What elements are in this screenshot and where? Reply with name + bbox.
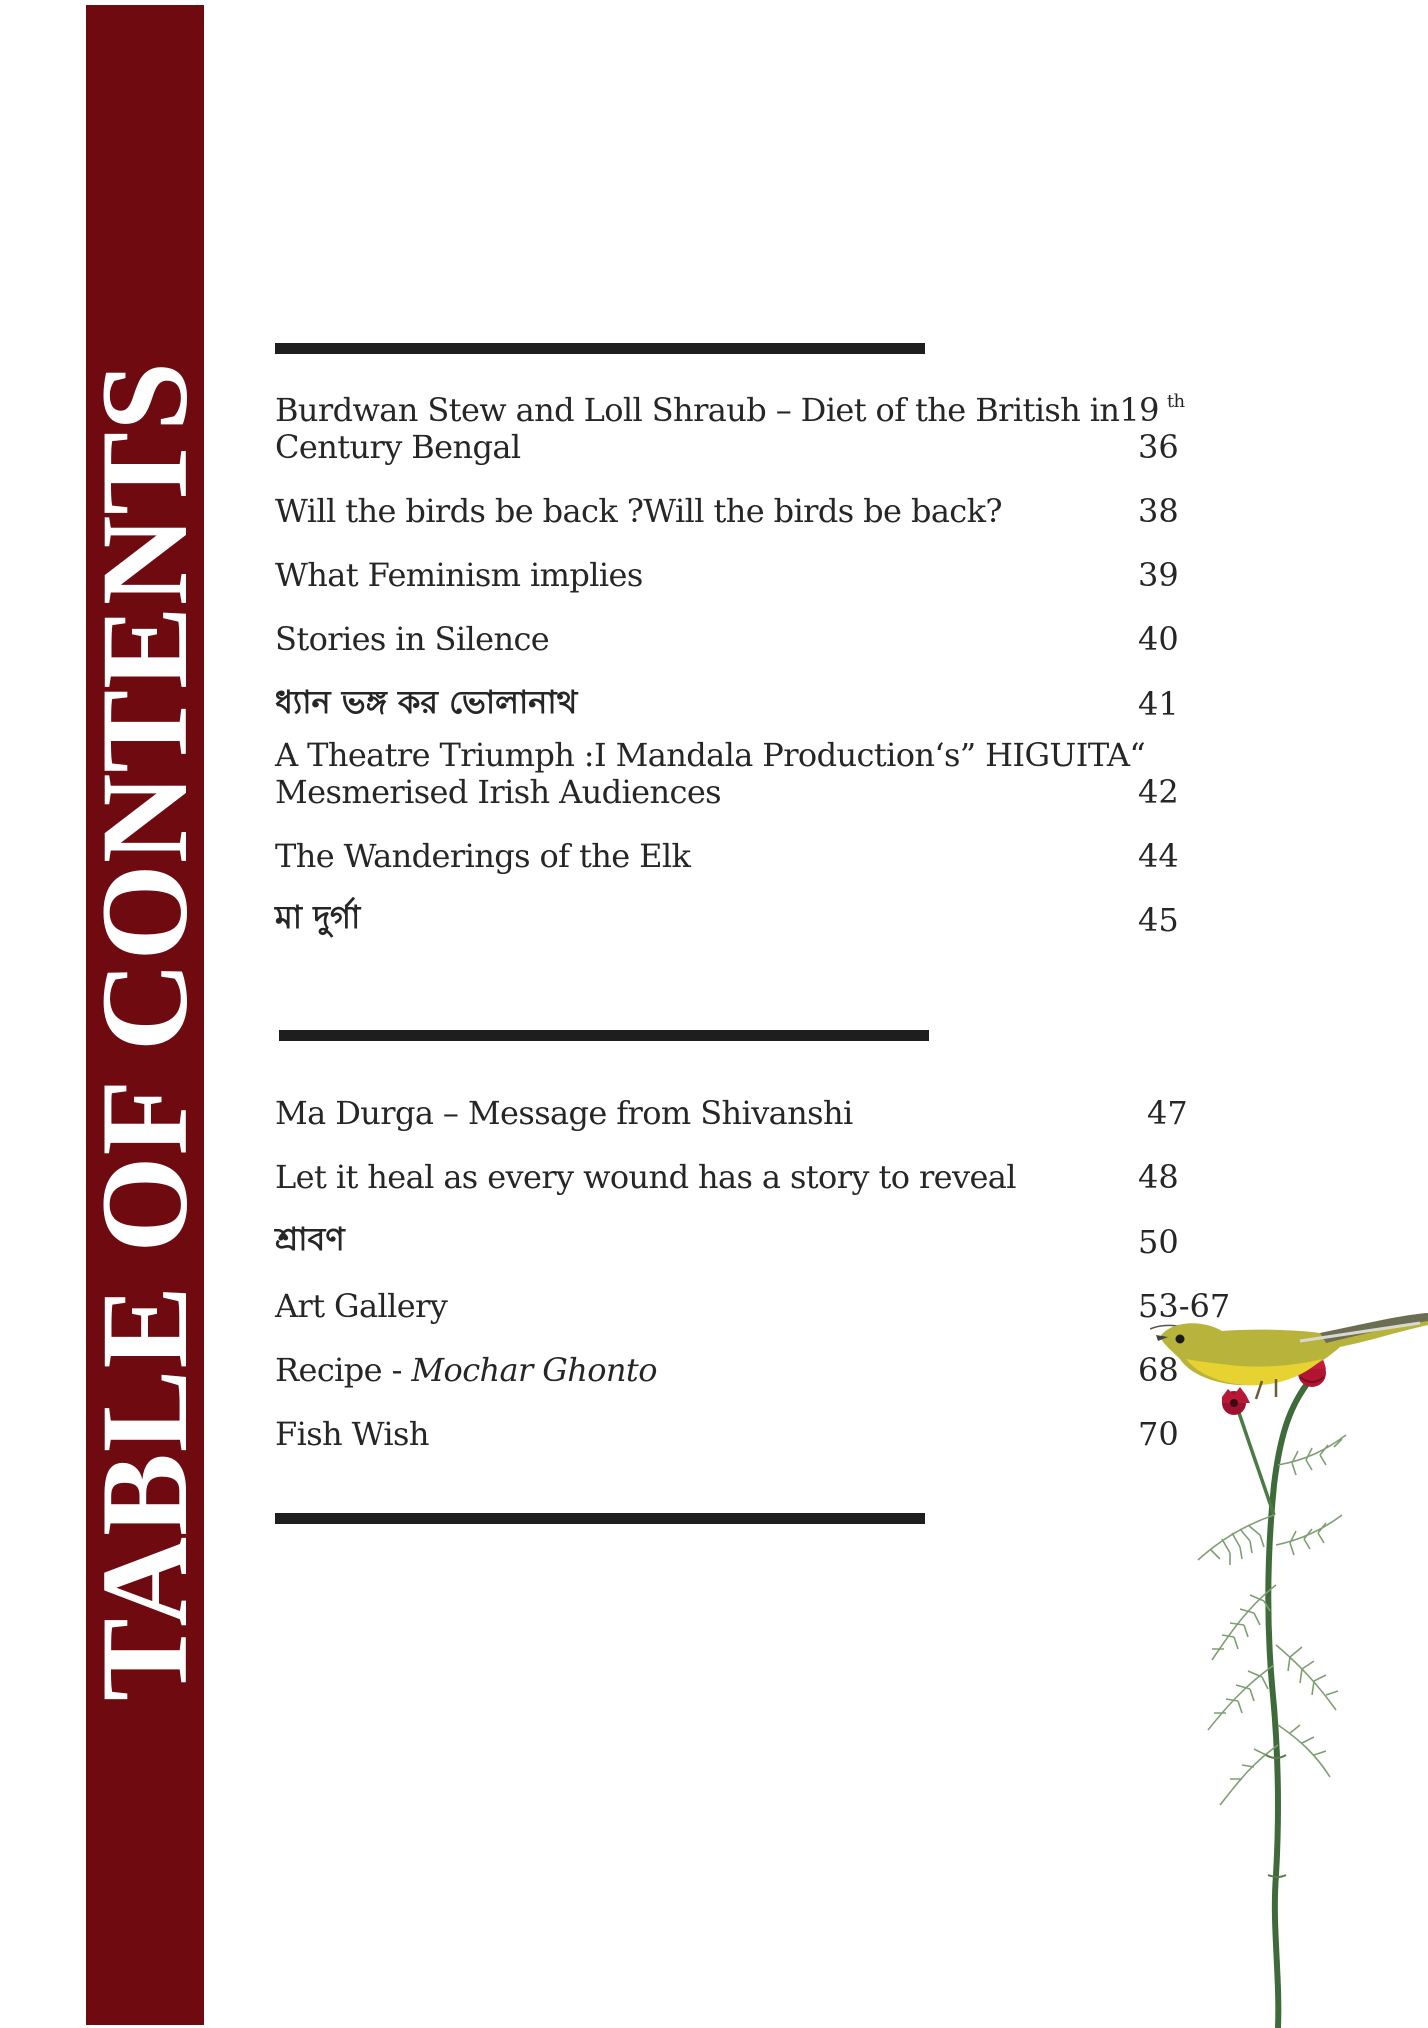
toc-entry-srabon[interactable]: শ্রাবণ [275,1220,345,1258]
toc-page-number: 38 [1138,492,1179,530]
toc-page-number: 47 [1147,1094,1188,1132]
toc-entry-dhyan-bhanga[interactable]: ধ্যান ভঙ্গ কর ভোলানাথ [275,683,578,721]
toc-entry-title-line2: Mesmerised Irish Audiences [275,773,721,811]
toc-entry-title-line1: Burdwan Stew and Loll Shraub – Diet of the British in19 $^{th}$ [275,391,1185,429]
toc-entry-title-line1: A Theatre Triumph :I Mandala Production‘s” HIGUITA“ [275,736,1146,774]
toc-page-number: 36 [1138,428,1179,466]
toc-entry-ma-durga-message[interactable]: Ma Durga – Message from Shivanshi [275,1094,853,1132]
toc-page-number: 40 [1138,620,1179,658]
toc-page-number: 53-67 [1138,1287,1231,1325]
recipe-dish-name: Mochar Ghonto [411,1351,657,1389]
toc-page-number: 45 [1138,901,1179,939]
toc-page-number: 44 [1138,837,1179,875]
toc-page-number: 48 [1138,1158,1179,1196]
toc-entry-art-gallery[interactable]: Art Gallery [275,1287,448,1325]
toc-entry-ma-durga-bengali[interactable]: মা দুর্গা [275,898,361,936]
toc-page-number: 68 [1138,1351,1179,1389]
toc-entry-fish-wish[interactable]: Fish Wish [275,1415,429,1453]
toc-page-number: 42 [1138,773,1179,811]
toc-page-number: 50 [1138,1223,1179,1261]
page-title: TABLE OF CONTENTS [76,361,213,1701]
toc-entry-what-feminism[interactable]: What Feminism implies [275,556,643,594]
bottom-divider [275,1513,925,1524]
ordinal-superscript: th [1166,391,1185,412]
middle-divider [279,1030,929,1041]
top-divider [275,343,925,354]
toc-entry-theatre-triumph[interactable] [275,737,1145,811]
recipe-label: Recipe - [275,1351,412,1389]
toc-entry-will-the-birds[interactable]: Will the birds be back ?Will the birds be back? [275,492,1002,530]
toc-page-number: 39 [1138,556,1179,594]
toc-entry-let-it-heal[interactable]: Let it heal as every wound has a story to reveal [275,1158,1016,1196]
toc-entry-wanderings-of-elk[interactable]: The Wanderings of the Elk [275,837,691,875]
toc-entry-burdwan-stew[interactable] [275,392,1185,466]
toc-page-number: 70 [1138,1415,1179,1453]
bird-on-flower-stem-icon [1150,1285,1428,2028]
toc-entry-recipe[interactable] [275,1352,657,1389]
toc-entry-stories-in-silence[interactable]: Stories in Silence [275,620,550,658]
yellow-warbler-bird [1150,1313,1428,1399]
toc-entry-title-line2: Century Bengal [275,428,521,466]
toc-page-number: 41 [1138,685,1179,723]
